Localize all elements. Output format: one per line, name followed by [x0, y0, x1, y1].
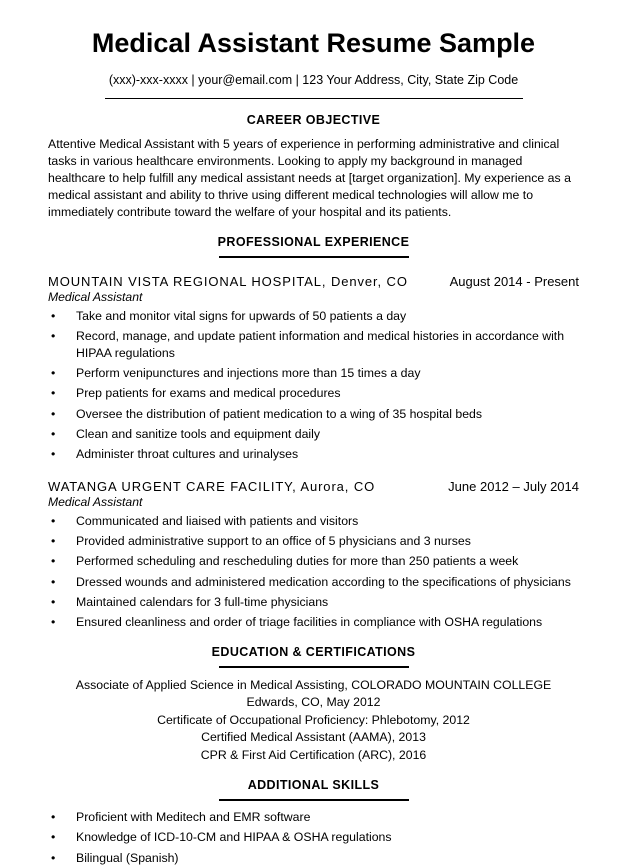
- list-item-text: Oversee the distribution of patient medication to a wing of 35 hospital beds: [76, 406, 483, 421]
- resume-content: [0, 28, 627, 866]
- bullet-icon: •: [51, 329, 56, 344]
- list-item: [48, 446, 579, 462]
- bullet-icon: •: [51, 574, 56, 589]
- job-employer: WATANGA URGENT CARE FACILITY, Aurora, CO: [48, 478, 376, 494]
- bullet-icon: •: [51, 809, 56, 824]
- list-item-text: Maintained calendars for 3 full-time physicians: [76, 595, 329, 610]
- section-heading-education: EDUCATION & CERTIFICATIONS: [211, 644, 416, 659]
- bullet-icon: •: [51, 830, 56, 845]
- list-item-text: Provided administrative support to an office of 5 physicians and 3 nurses: [76, 533, 471, 548]
- list-item-text: Communicated and liaised with patients and visitors: [76, 513, 359, 528]
- bullet-icon: •: [51, 365, 56, 380]
- list-item-text: Take and monitor vital signs for upwards of 50 patients a day: [76, 308, 407, 323]
- bullet-icon: •: [51, 447, 56, 462]
- section-heading-objective: CAREER OBJECTIVE: [246, 113, 381, 128]
- job-bullet-list: [48, 513, 579, 631]
- list-item-text: Perform venipunctures and injections more than 15 times a day: [76, 365, 421, 380]
- section-divider-skills: [219, 799, 409, 801]
- education-line: Certified Medical Assistant (AAMA), 2013: [201, 730, 426, 745]
- education-list: [48, 677, 579, 764]
- list-item: [48, 533, 579, 549]
- objective-paragraph: Attentive Medical Assistant with 5 years of experience in performing administrative and clinical tasks in various healthcare environments. Looking to apply my background in managed healthcare to help fulfill any medical assistant needs at [target organization]. My experience as a medical assistant and ability to thrive using different medical technologies will allow me to immediately contribute toward the welfare of your hospital and its patients.: [48, 137, 571, 219]
- bullet-icon: •: [51, 426, 56, 441]
- bullet-icon: •: [51, 595, 56, 610]
- bullet-icon: •: [51, 554, 56, 569]
- list-item-text: Bilingual (Spanish): [76, 850, 179, 865]
- education-line: Certificate of Occupational Proficiency: Phlebotomy, 2012: [157, 712, 470, 727]
- list-item: [48, 385, 579, 401]
- bullet-icon: •: [51, 386, 56, 401]
- job-dates: June 2012 – July 2014: [448, 478, 579, 494]
- list-item-text: Dressed wounds and administered medication according to the specifications of physicians: [76, 574, 571, 589]
- list-item: [48, 850, 579, 866]
- experience-entry: [48, 479, 579, 631]
- section-heading-skills: ADDITIONAL SKILLS: [247, 777, 380, 792]
- list-item: [48, 328, 579, 361]
- list-item: [48, 513, 579, 529]
- header-divider: [105, 98, 523, 99]
- job-title: Medical Assistant: [48, 289, 143, 304]
- job-bullet-list: [48, 308, 579, 463]
- list-item-text: Proficient with Meditech and EMR software: [76, 809, 311, 824]
- job-headline: [48, 274, 579, 289]
- list-item-text: Clean and sanitize tools and equipment daily: [76, 426, 321, 441]
- bullet-icon: •: [51, 513, 56, 528]
- job-employer: MOUNTAIN VISTA REGIONAL HOSPITAL, Denver, CO: [48, 273, 408, 289]
- bullet-icon: •: [51, 308, 56, 323]
- contact-info: (xxx)-xxx-xxxx | your@email.com | 123 Your Address, City, State Zip Code: [108, 73, 519, 88]
- bullet-icon: •: [51, 533, 56, 548]
- list-item-text: Administer throat cultures and urinalyses: [76, 447, 299, 462]
- job-dates: August 2014 - Present: [449, 273, 579, 289]
- education-line: Edwards, CO, May 2012: [246, 695, 381, 710]
- resume-document: [0, 28, 627, 865]
- list-item: [48, 614, 579, 630]
- list-item: [48, 809, 579, 825]
- bullet-icon: •: [51, 850, 56, 865]
- page-title: Medical Assistant Resume Sample: [91, 28, 536, 58]
- section-heading-experience: PROFESSIONAL EXPERIENCE: [217, 234, 410, 249]
- list-item-text: Prep patients for exams and medical procedures: [76, 386, 341, 401]
- list-item: [48, 365, 579, 381]
- education-line: Associate of Applied Science in Medical Assisting, COLORADO MOUNTAIN COLLEGE: [75, 677, 552, 692]
- bullet-icon: •: [51, 406, 56, 421]
- list-item-text: Performed scheduling and rescheduling duties for more than 250 patients a week: [76, 554, 519, 569]
- job-title: Medical Assistant: [48, 494, 143, 509]
- list-item-text: Ensured cleanliness and order of triage facilities in compliance with OSHA regulations: [76, 615, 543, 630]
- section-divider-experience: [219, 256, 409, 258]
- list-item-text: Record, manage, and update patient information and medical histories in accordance with HIPAA regulations: [76, 329, 565, 360]
- job-headline: [48, 479, 579, 494]
- experience-entry: [48, 274, 579, 463]
- list-item: [48, 574, 579, 590]
- list-item: [48, 426, 579, 442]
- list-item: [48, 553, 579, 569]
- skills-bullet-list: [48, 809, 579, 866]
- list-item-text: Knowledge of ICD-10-CM and HIPAA & OSHA regulations: [76, 830, 392, 845]
- skills-list-wrapper: [48, 809, 579, 866]
- list-item: [48, 308, 579, 324]
- bullet-icon: •: [51, 615, 56, 630]
- list-item: [48, 594, 579, 610]
- list-item: [48, 406, 579, 422]
- list-item: [48, 829, 579, 845]
- education-line: CPR & First Aid Certification (ARC), 2016: [200, 747, 427, 762]
- section-divider-education: [219, 666, 409, 668]
